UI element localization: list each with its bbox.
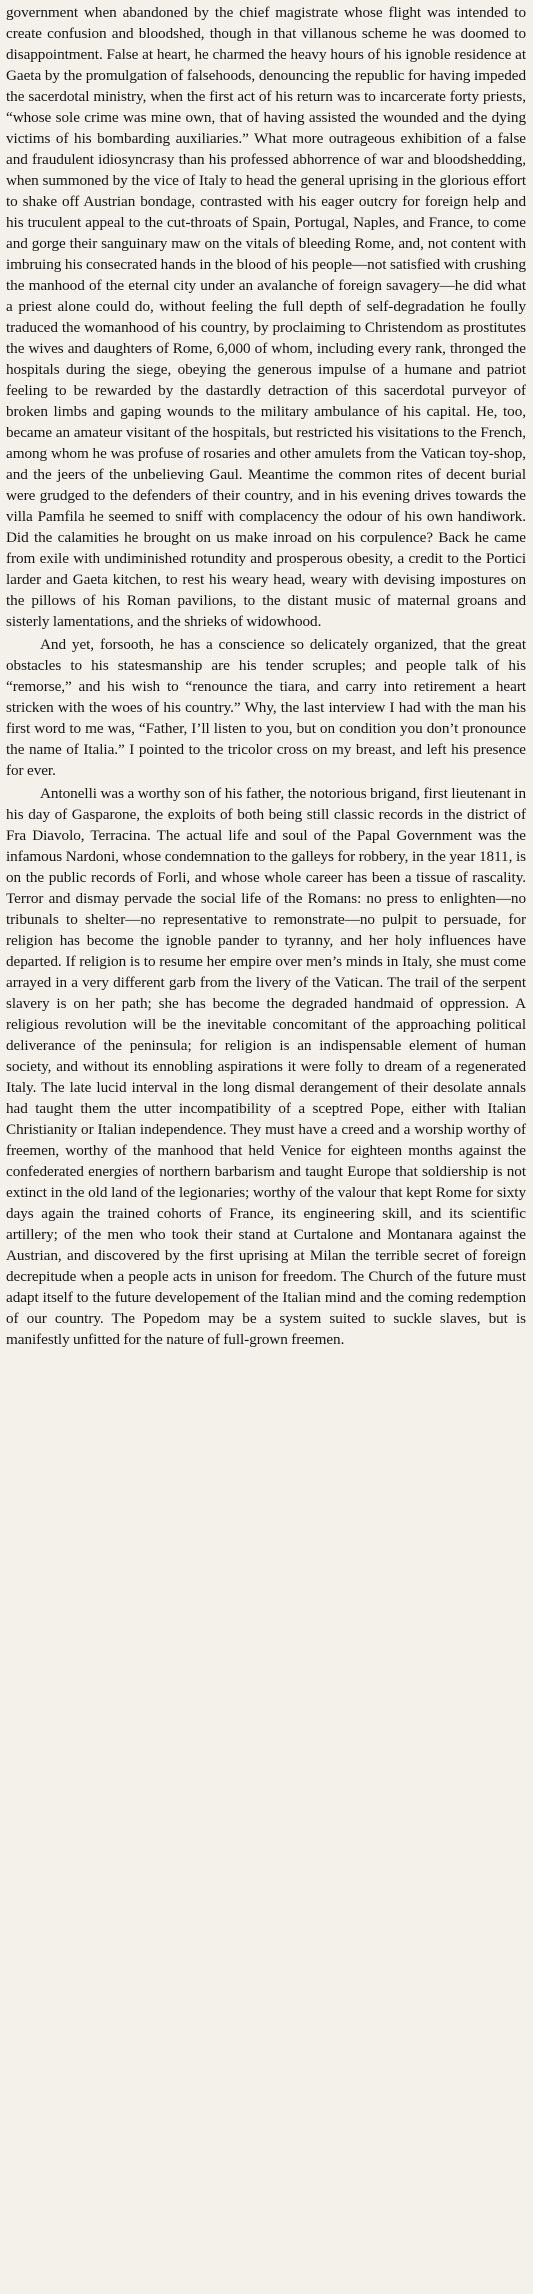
article-paragraph-3: Antonelli was a worthy son of his father, the notorious brigand, first lieutenant in his day of Gasparone, the exploits of both being still classic records in the district of Fra Diavolo, Terracina. The actual life and soul of the Papal Government was the infamous Nardoni, whose condemnation to the galleys for robbery, in the year 1811, is on the public records of Forli, and whose whole career has been a tissue of rascality. Terror and dismay pervade the social life of the Romans: no press to enlighten—no tribunals to shelter—no representative to remonstrate—no pulpit to persuade, for religion has become the ignoble pander to tyranny, and her holy influences have departed. If religion is to resume her empire over men’s minds in Italy, she must come arrayed in a very different garb from the livery of the Vatican. The trail of the serpent slavery is on her path; she has become the degraded handmaid of oppression. A religious revolution will be the inevitable concomitant of the approaching political deliverance of the peninsula; for religion is an indispensable element of human society, and without its ennobling aspirations it were folly to dream of a regenerated Italy. The late lucid interval in the long dismal derangement of their desolate annals had taught them the utter incompatibility of a sceptred Pope, either with Italian Christianity or Italian independence. They must have a creed and a worship worthy of freemen, worthy of the manhood that held Venice for eighteen months against the confederated energies of northern barbarism and taught Europe that soldiership is not extinct in the old land of the legionaries; worthy of the valour that kept Rome for sixty days again the trained cohorts of France, its engineering skill, and its scientific artillery; of the men who took their stand at Curtalone and Montanara against the Austrian, and discovered by the first uprising at Milan the terrible secret of foreign decrepitude when a people acts in unison for freedom. The Church of the future must adapt itself to the future developement of the Italian mind and the coming redemption of our country. The Popedom may be a system suited to suckle slaves, but is manifestly unfitted for the nature of full-grown freemen. <box>6 785 526 1348</box>
article-paragraph-1: government when abandoned by the chief magistrate whose flight was intended to create confusion and bloodshed, though in that villanous scheme he was doomed to disappointment. False at heart, he charmed the heavy hours of his ignoble residence at Gaeta by the promulgation of falsehoods, denouncing the republic for having impeded the sacerdotal ministry, when the first act of his return was to incarcerate forty priests, “whose sole crime was mine own, that of having assisted the wounded and the dying victims of his bombarding auxiliaries.” What more outrageous exhibition of a false and fraudulent idiosyncrasy than his professed abhorrence of war and bloodshedding, when summoned by the vice of Italy to head the general uprising in the glorious effort to shake off Austrian bondage, contrasted with his eager outcry for foreign help and his truculent appeal to the cut-throats of Spain, Portugal, Naples, and France, to come and gorge their sanguinary maw on the vitals of bleeding Rome, and, not content with imbruing his consecrated hands in the blood of his people—not satisfied with crushing the manhood of the eternal city under an avalanche of foreign savagery—he did what a priest alone could do, without feeling the full depth of self-degradation he foully traduced the womanhood of his country, by proclaiming to Christendom as prostitutes the wives and daughters of Rome, 6,000 of whom, including every rank, thronged the hospitals during the siege, obeying the generous impulse of a humane and patriot feeling to be rewarded by the dastardly detraction of this sacerdotal purveyor of broken limbs and gaping wounds to the military ambulance of his capital. He, too, became an amateur visitant of the hospitals, but restricted his visitations to the French, among whom he was profuse of rosaries and other amulets from the Vatican toy-shop, and the jeers of the unbelieving Gaul. Meantime the common rites of decent burial were grudged to the defenders of their country, and in his evening drives towards the villa Pamfila he seemed to sniff with complacency the odour of his own handiwork. Did the calamities he brought on us make inroad on his corpulence? Back he came from exile with undiminished rotundity and prosperous obesity, a credit to the Portici larder and Gaeta kitchen, to rest his weary head, weary with devising impostures on the pillows of his Roman pavilions, to the distant music of maternal groans and sisterly lamentations, and the shrieks of widowhood. <box>6 4 526 630</box>
article-column <box>6 2 526 1350</box>
article-paragraph-2: And yet, forsooth, he has a conscience so delicately organized, that the great obstacles to his statesmanship are his tender scruples; and people talk of his “remorse,” and his wish to “renounce the tiara, and carry into retirement a heart stricken with the woes of his country.” Why, the last interview I had with the man his first word to me was, “Father, I’ll listen to you, but on condition you don’t pronounce the name of Italia.” I pointed to the tricolor cross on my breast, and left his presence for ever. <box>6 636 526 779</box>
